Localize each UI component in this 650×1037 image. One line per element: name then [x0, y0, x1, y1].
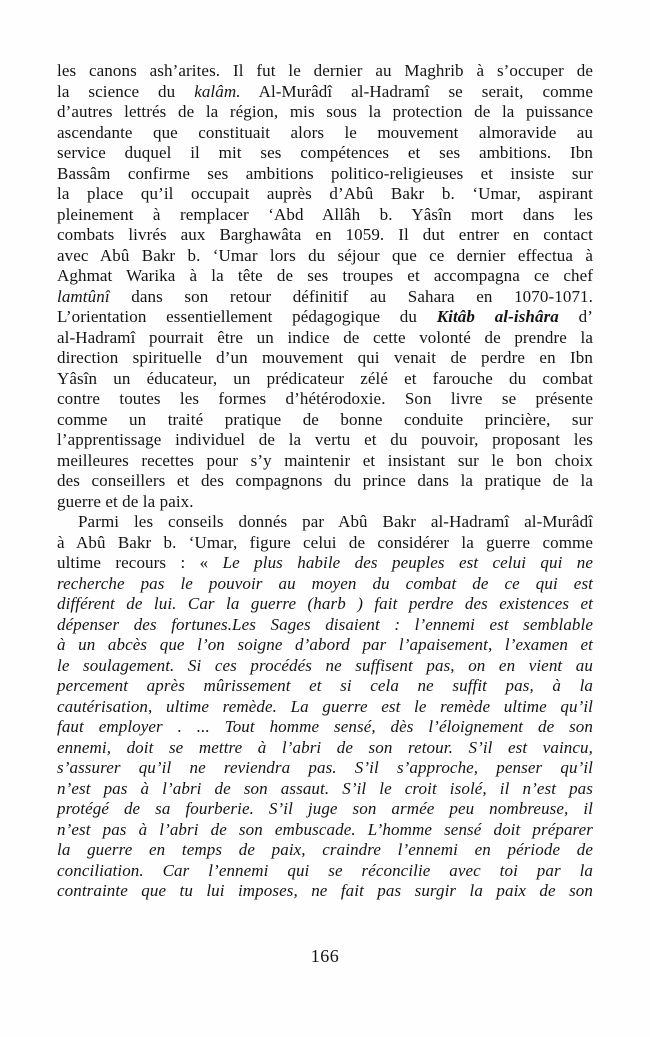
italic-text-segment: ennemi, doit se mettre à l’abri de son retour. S’il est vaincu, — [57, 737, 593, 757]
text-line — [57, 881, 593, 902]
text-segment: d’ — [558, 307, 593, 326]
text-line — [57, 840, 593, 861]
italic-text-segment: la guerre en temps de paix, craindre l’ennemi en période de — [57, 840, 593, 859]
text-line — [57, 512, 593, 533]
text-segment: al-Hadramî pourrait être un indice de cette volonté de prendre la — [57, 327, 593, 347]
italic-text-segment: kalâm. — [194, 81, 241, 101]
text-segment: d’autres lettrés de la région, mis sous la protection de la puissance — [57, 102, 593, 121]
text-line — [57, 799, 593, 820]
italic-text-segment: différent de lui. Car la guerre (harb ) fait perdre des existences et — [57, 594, 593, 613]
text-line — [57, 266, 593, 287]
text-line — [57, 328, 593, 349]
text-line — [57, 369, 593, 390]
text-line — [57, 61, 593, 82]
text-line — [57, 430, 593, 451]
text-line — [57, 861, 593, 882]
text-block — [57, 61, 593, 902]
text-segment: ascendante que constituait alors le mouvement almoravide au — [57, 122, 593, 142]
text-line — [57, 102, 593, 123]
text-line — [57, 717, 593, 738]
text-segment: à Abû Bakr b. ‘Umar, figure celui de considérer la guerre comme — [57, 532, 593, 552]
italic-text-segment: protégé de sa fourberie. S’il juge son armée peu nombreuse, il — [57, 799, 593, 818]
italic-text-segment: percement après mûrissement et si cela ne suffit pas, à la — [57, 676, 593, 695]
page-number: 166 — [310, 946, 340, 966]
italic-text-segment: conciliation. Car l’ennemi qui se réconcilie avec toi par la — [57, 860, 593, 880]
text-line — [57, 533, 593, 554]
text-segment: pleinement à remplacer ‘Abd Allâh b. Yâsîn mort dans les — [57, 204, 593, 224]
text-line — [57, 615, 593, 636]
text-segment: L’orientation essentiellement pédagogique du — [57, 307, 437, 326]
text-segment: avec Abû Bakr b. ‘Umar lors du séjour que ce dernier effectua à — [57, 245, 593, 265]
text-segment: combats livrés aux Barghawâta en 1059. Il dut entrer en contact — [57, 225, 593, 244]
text-segment: l’apprentissage individuel de la vertu et du pouvoir, proposant les — [57, 430, 593, 449]
italic-text-segment: faut employer . ... Tout homme sensé, dès l’éloignement de son — [57, 717, 593, 736]
text-segment: la science du — [57, 81, 195, 101]
text-line — [57, 738, 593, 759]
text-segment: Parmi les conseils donnés par Abû Bakr al-Hadramî al-Murâdî — [78, 512, 593, 531]
text-line — [57, 594, 593, 615]
text-line — [57, 123, 593, 144]
text-segment: contre toutes les formes d’hétérodoxie. Son livre se présente — [57, 389, 593, 408]
text-line — [57, 184, 593, 205]
text-segment: comme un traité pratique de bonne conduite princière, sur — [57, 409, 593, 429]
italic-text-segment: Kitâb al-ishâra — [436, 307, 559, 326]
text-segment: guerre et de la paix. — [57, 491, 194, 511]
text-line — [57, 492, 593, 513]
text-segment: Al-Murâdî al-Hadramî se serait, comme — [240, 81, 593, 101]
text-line — [57, 164, 593, 185]
text-line — [57, 143, 593, 164]
text-line — [57, 820, 593, 841]
text-segment: ultime recours : « — [57, 553, 223, 572]
text-segment: direction spirituelle d’un mouvement qui venait de perdre en Ibn — [57, 348, 593, 367]
text-segment: service duquel il mit ses compétences et ses ambitions. Ibn — [57, 143, 593, 162]
text-segment: meilleures recettes pour s’y maintenir et insistant sur le bon choix — [57, 450, 593, 470]
text-line — [57, 758, 593, 779]
italic-text-segment: n’est pas à l’abri de son assaut. S’il le croit isolé, il n’est pas — [57, 778, 593, 798]
text-line — [57, 656, 593, 677]
text-line — [57, 205, 593, 226]
text-line — [57, 389, 593, 410]
italic-text-segment: lamtûnî — [57, 286, 110, 306]
text-line — [57, 779, 593, 800]
text-line — [57, 676, 593, 697]
text-line — [57, 82, 593, 103]
italic-text-segment: Le plus habile des peuples est celui qui ne — [222, 553, 593, 572]
italic-text-segment: n’est pas à l’abri de son embuscade. L’homme sensé doit préparer — [57, 819, 593, 839]
text-line — [57, 635, 593, 656]
text-line — [57, 287, 593, 308]
italic-text-segment: le soulagement. Si ces procédés ne suffisent pas, on en vient au — [57, 655, 593, 675]
text-segment: les canons ash’arites. Il fut le dernier au Maghrib à s’occuper de — [57, 61, 593, 80]
italic-text-segment: recherche pas le pouvoir au moyen du combat de ce qui est — [57, 573, 593, 593]
text-segment: Yâsîn un éducateur, un prédicateur zélé et farouche du combat — [57, 368, 593, 388]
text-line — [57, 574, 593, 595]
italic-text-segment: contrainte que tu lui imposes, ne fait pas surgir la paix de son — [57, 881, 593, 900]
text-segment: dans son retour définitif au Sahara en 1070-1071. — [109, 286, 593, 306]
text-line — [57, 451, 593, 472]
text-line — [57, 307, 593, 328]
text-line — [57, 246, 593, 267]
text-line — [57, 471, 593, 492]
italic-text-segment: cautérisation, ultime remède. La guerre est le remède ultime qu’il — [57, 696, 593, 716]
italic-text-segment: dépenser des fortunes.Les Sages disaient : l’ennemi est semblable — [57, 614, 593, 634]
text-segment: Bassâm confirme ses ambitions politico-religieuses et insiste sur — [57, 163, 593, 183]
text-line — [57, 225, 593, 246]
text-segment: Aghmat Warika à la tête de ses troupes et accompagna ce chef — [57, 266, 593, 285]
text-line — [57, 410, 593, 431]
text-line — [57, 697, 593, 718]
italic-text-segment: à un abcès que l’on soigne d’abord par l’apaisement, l’examen et — [57, 635, 593, 654]
text-segment: des conseillers et des compagnons du prince dans la pratique de la — [57, 471, 593, 490]
text-line — [57, 348, 593, 369]
italic-text-segment: s’assurer qu’il ne reviendra pas. S’il s’approche, penser qu’il — [57, 758, 593, 777]
text-segment: la place qu’il occupait auprès d’Abû Bakr b. ‘Umar, aspirant — [57, 184, 593, 203]
text-line — [57, 553, 593, 574]
